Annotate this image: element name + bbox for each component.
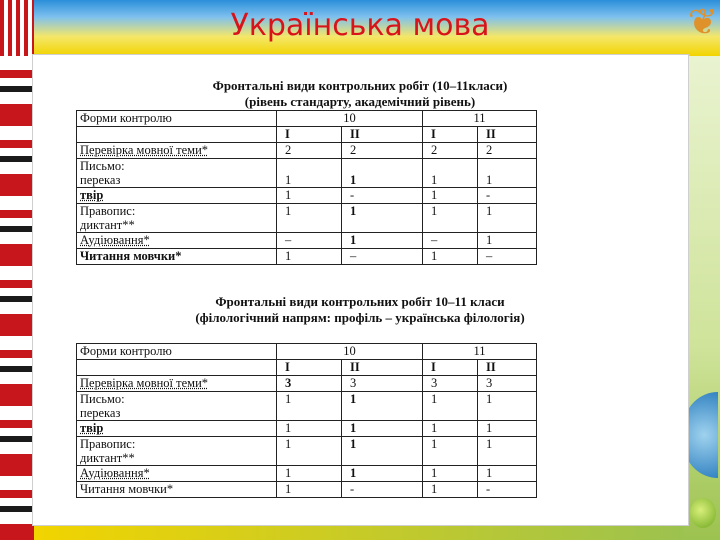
section1-heading-line1: Фронтальні види контрольних робіт (10–11класи) — [212, 78, 508, 93]
apple-icon — [690, 498, 716, 528]
table-philology-profile — [76, 343, 537, 498]
semester-cell: I — [277, 360, 342, 376]
semester-cell: II — [478, 127, 537, 143]
table-row — [77, 159, 537, 188]
value-cell: - — [478, 188, 537, 204]
semester-cell: II — [342, 360, 423, 376]
value-cell: 1 — [277, 249, 342, 265]
semester-cell: I — [277, 127, 342, 143]
value-cell: 1 — [277, 466, 342, 482]
value-cell: 2 — [277, 143, 342, 159]
header-grade-11: 11 — [423, 111, 537, 127]
value-cell: - — [342, 188, 423, 204]
table-row — [77, 392, 537, 421]
table-row — [77, 204, 537, 233]
row-label-line2: переказ — [80, 173, 121, 187]
empty-cell — [77, 360, 277, 376]
value-cell: – — [478, 249, 537, 265]
value-cell: 1 — [423, 188, 478, 204]
value-cell: 1 — [342, 159, 423, 188]
table-row — [77, 233, 537, 249]
row-label-line1: Правопис: — [80, 204, 136, 218]
row-label — [77, 392, 277, 421]
value-cell: 3 — [423, 376, 478, 392]
row-label: твір — [77, 188, 277, 204]
semester-cell: II — [342, 127, 423, 143]
value-cell: 1 — [342, 204, 423, 233]
value-cell: 1 — [277, 188, 342, 204]
table-row — [77, 188, 537, 204]
table-standard-level — [76, 110, 537, 265]
row-label-line2: переказ — [80, 406, 121, 420]
table-row — [77, 249, 537, 265]
empty-cell — [77, 127, 277, 143]
value-cell: 1 — [478, 204, 537, 233]
value-cell: 1 — [277, 421, 342, 437]
header-grade-10: 10 — [277, 344, 423, 360]
bottom-decor-bar — [34, 526, 684, 540]
header-grade-11: 11 — [423, 344, 537, 360]
value-cell: 3 — [277, 376, 342, 392]
value-cell: – — [423, 233, 478, 249]
semester-row — [77, 127, 537, 143]
table-row — [77, 437, 537, 466]
table-header-row — [77, 344, 537, 360]
row-label: Аудіювання* — [77, 466, 277, 482]
value-cell: 1 — [423, 204, 478, 233]
table-row — [77, 143, 537, 159]
value-cell: 1 — [423, 421, 478, 437]
value-cell: 3 — [478, 376, 537, 392]
value-cell: 1 — [478, 392, 537, 421]
value-cell: 1 — [423, 392, 478, 421]
row-label-line2: диктант** — [80, 451, 135, 465]
row-label: Читання мовчки* — [77, 482, 277, 498]
section1-heading-line2: (рівень стандарту, академічний рівень) — [244, 94, 476, 109]
value-cell: 1 — [478, 437, 537, 466]
value-cell: 1 — [342, 437, 423, 466]
header-forms: Форми контролю — [77, 111, 277, 127]
value-cell: 3 — [342, 376, 423, 392]
row-label: Перевірка мовної теми* — [77, 143, 277, 159]
semester-row — [77, 360, 537, 376]
header-forms: Форми контролю — [77, 344, 277, 360]
row-label-line1: Письмо: — [80, 392, 125, 406]
row-label-line1: Письмо: — [80, 159, 125, 173]
value-cell: 1 — [478, 233, 537, 249]
row-label: твір — [77, 421, 277, 437]
semester-cell: I — [423, 360, 478, 376]
table-row — [77, 376, 537, 392]
value-cell: 1 — [277, 159, 342, 188]
section2-heading-line2: (філологічний напрям: профіль – українська філологія) — [195, 310, 525, 325]
table-row — [77, 466, 537, 482]
value-cell: 1 — [423, 466, 478, 482]
value-cell: 1 — [342, 392, 423, 421]
value-cell: 1 — [277, 392, 342, 421]
value-cell: 1 — [342, 233, 423, 249]
value-cell: 1 — [277, 482, 342, 498]
value-cell: – — [277, 233, 342, 249]
semester-cell: II — [478, 360, 537, 376]
value-cell: 1 — [423, 159, 478, 188]
row-label-line1: Правопис: — [80, 437, 136, 451]
value-cell: 1 — [342, 466, 423, 482]
row-label: Перевірка мовної теми* — [77, 376, 277, 392]
value-cell: - — [342, 482, 423, 498]
value-cell: 1 — [478, 466, 537, 482]
row-label: Читання мовчки* — [77, 249, 277, 265]
value-cell: 1 — [277, 437, 342, 466]
value-cell: - — [478, 482, 537, 498]
value-cell: 1 — [277, 204, 342, 233]
row-label — [77, 159, 277, 188]
value-cell: 1 — [478, 421, 537, 437]
table-row — [77, 421, 537, 437]
row-label: Аудіювання* — [77, 233, 277, 249]
value-cell: 1 — [478, 159, 537, 188]
leaf-icon: ❦ — [687, 2, 718, 43]
value-cell: – — [342, 249, 423, 265]
row-label — [77, 437, 277, 466]
header-grade-10: 10 — [277, 111, 423, 127]
value-cell: 2 — [342, 143, 423, 159]
table-row — [77, 482, 537, 498]
value-cell: 1 — [423, 437, 478, 466]
value-cell: 1 — [423, 249, 478, 265]
value-cell: 2 — [478, 143, 537, 159]
semester-cell: I — [423, 127, 478, 143]
value-cell: 1 — [423, 482, 478, 498]
row-label-line2: диктант** — [80, 218, 135, 232]
section2-heading-line1: Фронтальні види контрольних робіт 10–11 класи — [215, 294, 505, 309]
row-label — [77, 204, 277, 233]
value-cell: 2 — [423, 143, 478, 159]
table-header-row — [77, 111, 537, 127]
embroidery-ornament-strip — [0, 56, 34, 540]
slide-title: Українська мова — [230, 8, 490, 43]
value-cell: 1 — [342, 421, 423, 437]
